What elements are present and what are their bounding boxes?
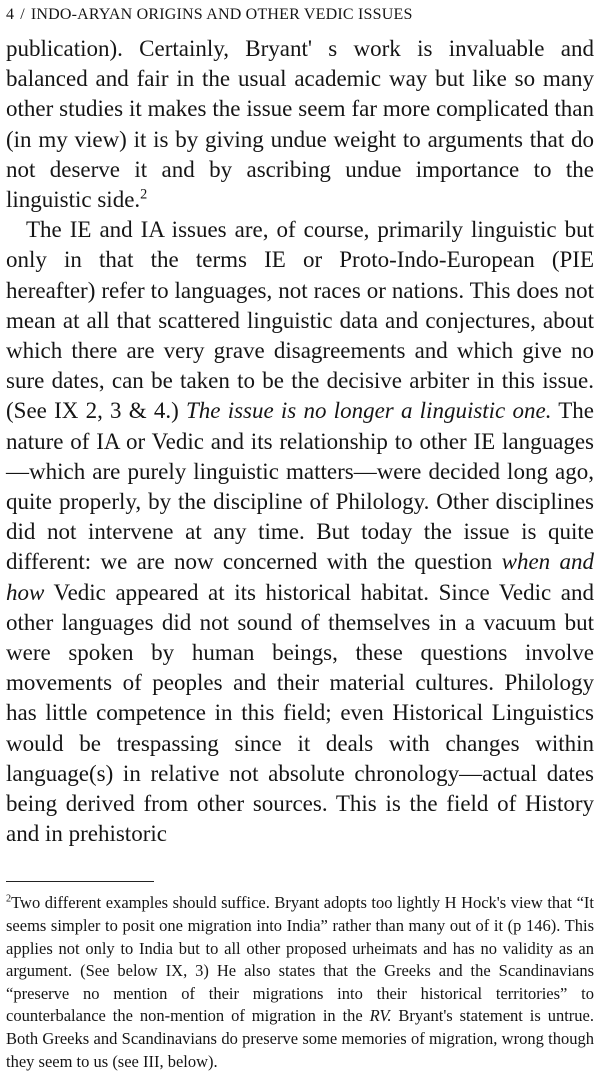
footnote-marker: 2	[6, 893, 12, 905]
footnote-reference: 2	[140, 186, 148, 203]
paragraph-2-emphasis-2: when and how	[6, 549, 594, 605]
paragraph-2-emphasis-1: The issue is no longer a linguistic one.	[185, 398, 552, 424]
footnote-part-1: Two different examples should suffice. Bryant adopts too lightly H Hock's view that “It seems simpler to posit one migration into India” rather than many out of it (p 146). This applies not only to India but to all other proposed urheimats and has no validity as an argument. (See below IX, 3) He also states that the Greeks and the Scandinavians “preserve no mention of their migrations into their historical territories” to counterbalance the non-mention of migration in the	[6, 893, 594, 1026]
paragraph-2-part-2: The nature of IA or Vedic and its relationship to other IE languages—which are purely linguistic matters—were decided long ago, quite properly, by the discipline of Philology. Other disciplines did not intervene at any time. But today the issue is quite different: we are now concerned with the question	[6, 398, 595, 575]
page-number: 4	[6, 6, 15, 23]
paragraph-continued	[6, 34, 594, 215]
running-head-title: INDO-ARYAN ORIGINS AND OTHER VEDIC ISSUES	[30, 6, 413, 23]
footnote	[6, 892, 594, 1073]
paragraph-main	[6, 215, 594, 849]
paragraph-2-part-3: Vedic appeared at its historical habitat. Since Vedic and other languages did not sound of themselves in a vacuum but were spoken by human beings, these questions involve movements of peoples and their material cultures. Philology has little competence in this field; even Historical Linguistics would be trespassing since it deals with changes within language(s) in relative not absolute chronology—actual dates being derived from other sources. This is the field of History and in prehistoric	[6, 579, 594, 847]
paragraph-1-text: publication). Certainly, Bryant' s work is invaluable and balanced and fair in the usual academic way but like so many other studies it makes the issue seem far more complicated than (in my view) it is by giving undue weight to arguments that do not deserve it and by ascribing undue importance to the linguistic side.	[6, 36, 594, 213]
body-text	[6, 34, 594, 849]
footnote-part-2: Bryant's statement is untrue. Both Greeks and Scandinavians do preserve some memories of migration, wrong though they seem to us (see III, below).	[6, 1006, 594, 1071]
footnote-emphasis: RV.	[369, 1006, 392, 1026]
running-head	[6, 4, 594, 26]
footnote-divider	[6, 881, 154, 882]
running-head-separator: /	[20, 6, 25, 23]
paragraph-2-part-1: The IE and IA issues are, of course, primarily linguistic but only in that the terms IE or Proto-Indo-European (PIE hereafter) refer to languages, not races or nations. This does not mean at all that scattered linguistic data and conjectures, about which there are very grave disagreements and which give no sure dates, can be taken to be the decisive arbiter in this issue. (See IX 2, 3 & 4.)	[6, 217, 594, 424]
